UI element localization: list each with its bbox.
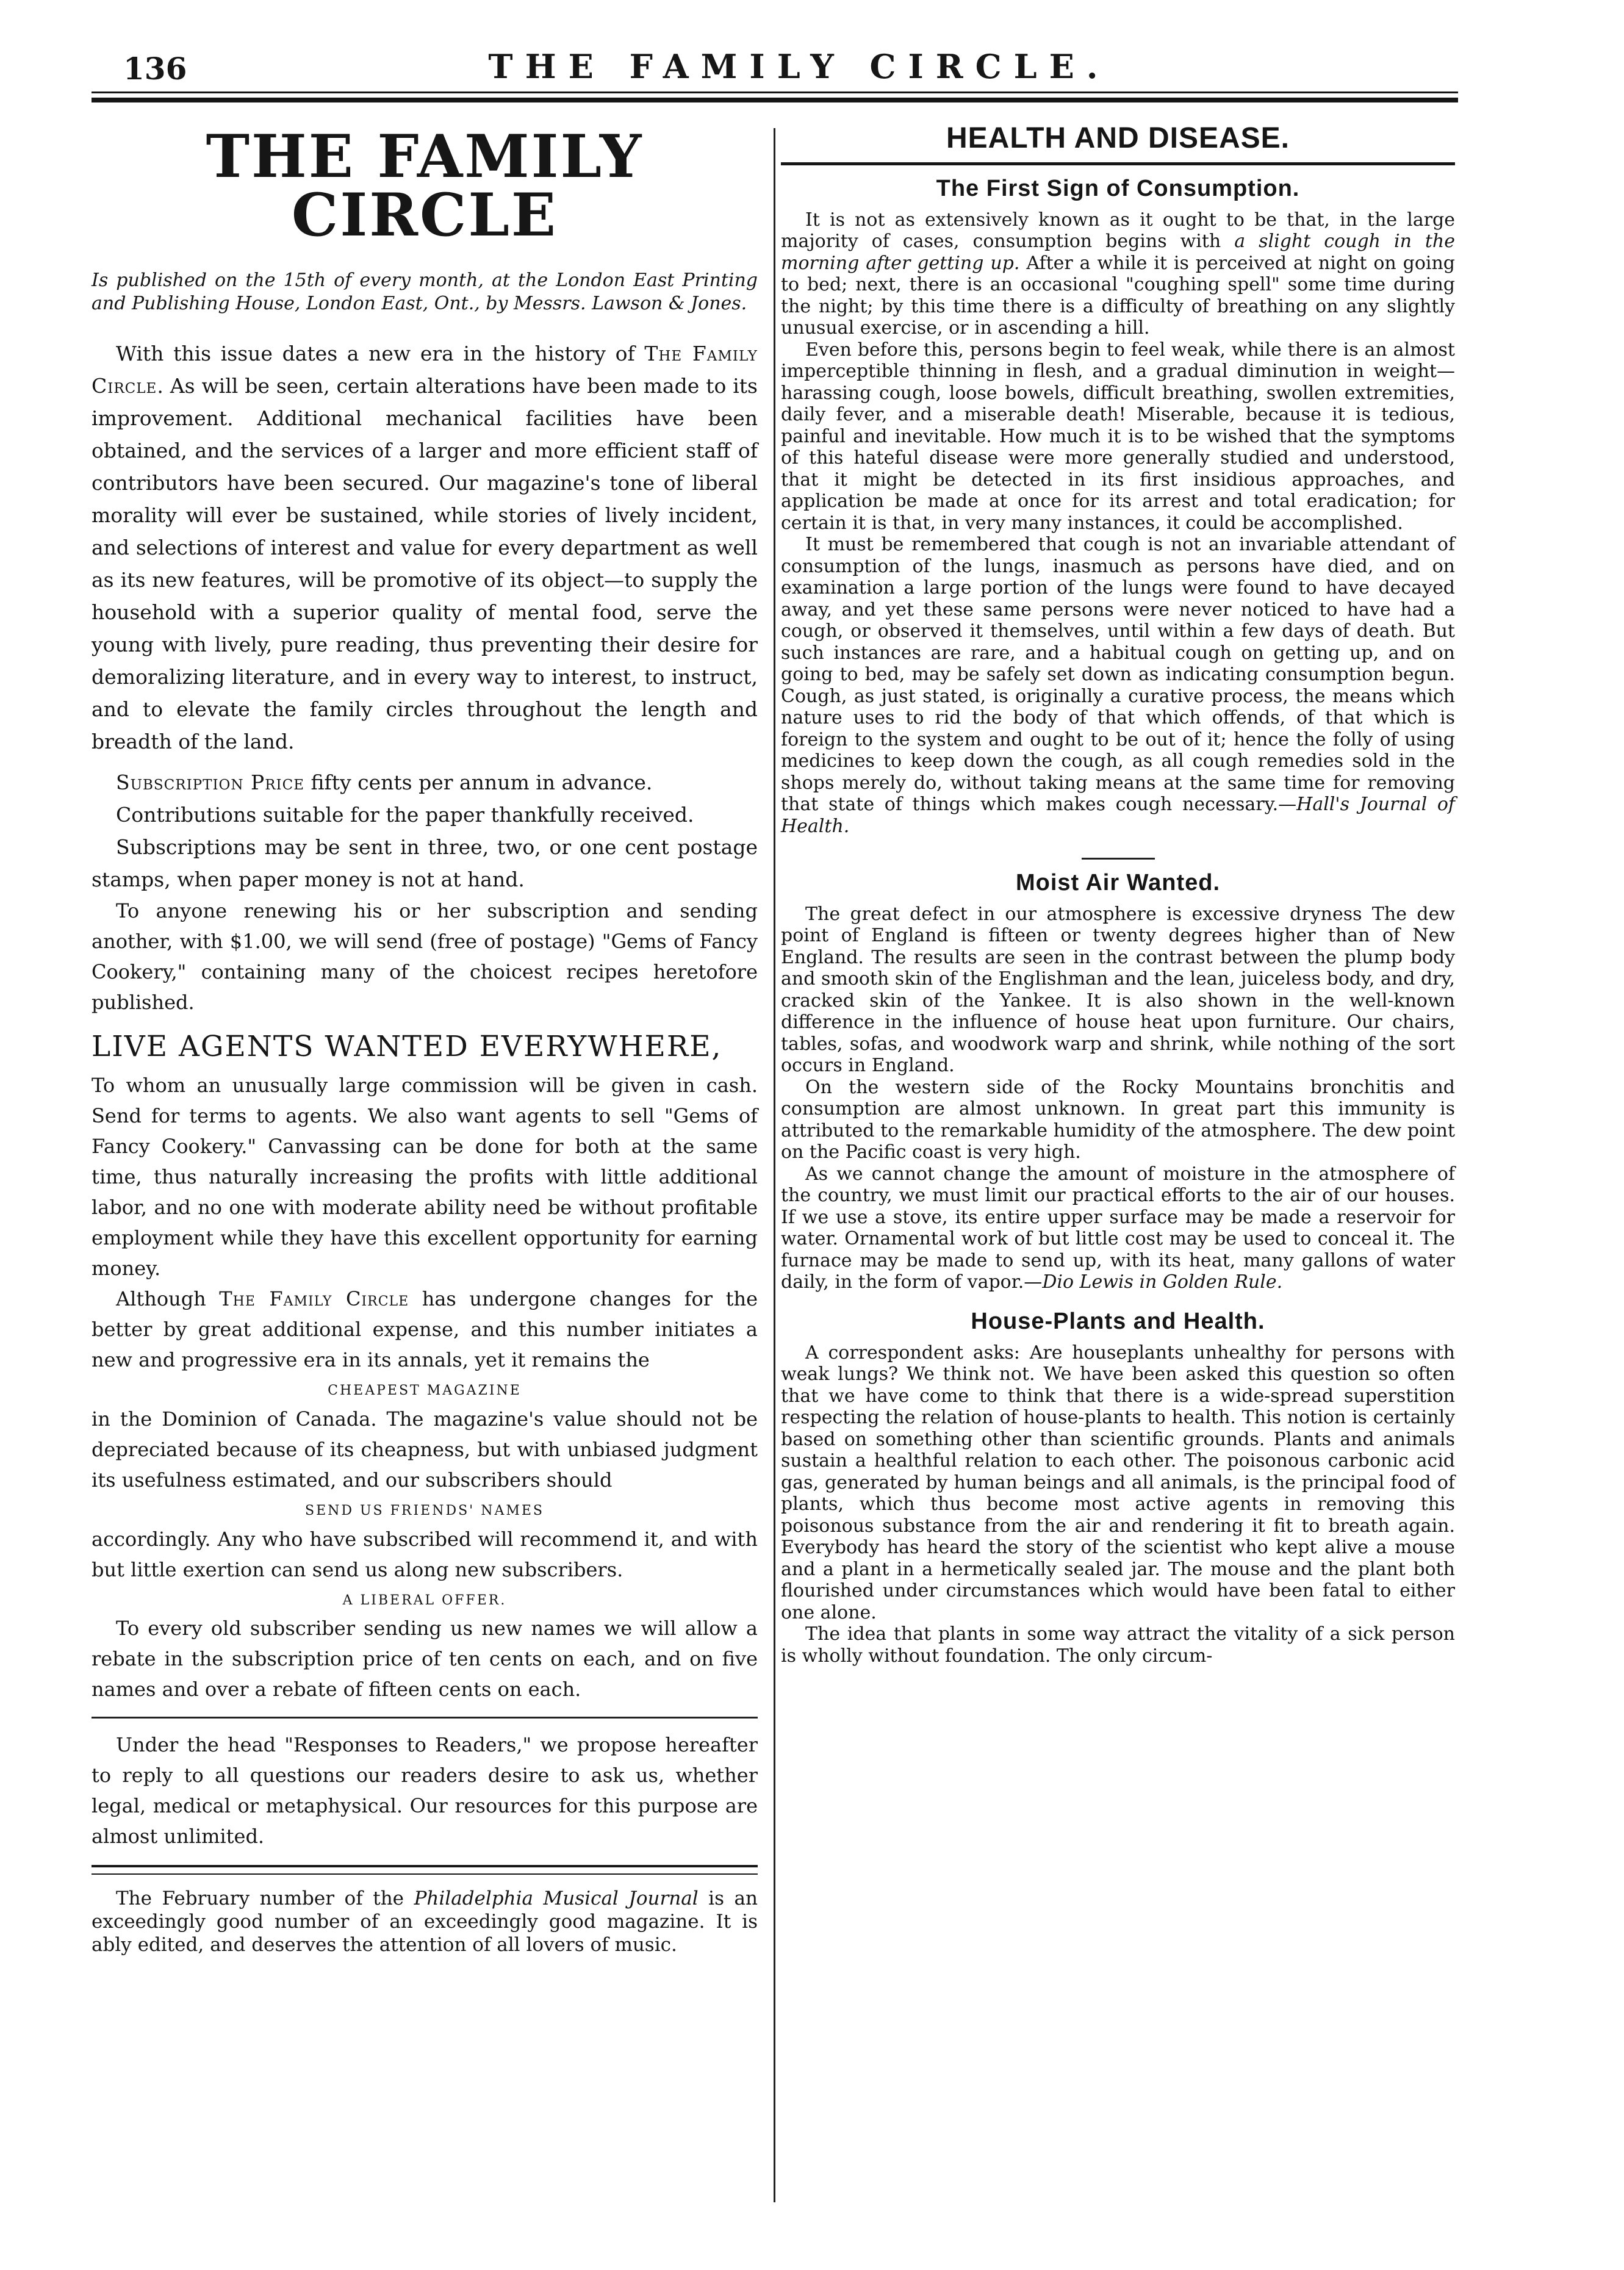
consumption-paragraph-2: Even before this, persons begin to feel weak, while there is an almost imperceptible thinning in flesh, and a gradual diminution in weight—harassing cough, loose bowels, difficult breathing, swollen extremities, daily fever, and a miserable death! Miserable, because it is tedious, painful and inevitable. How much it is to be wished that the symptoms of this hateful disease were more generally studied and understood, that it might be detected in its first insidious approaches, and application be made at once for its arrest and total eradication; for certain it is that, in very many instances, it could be accomplished. — [781, 339, 1455, 534]
running-title: THE FAMILY CIRCLE. — [488, 47, 1110, 86]
section-heading-rule — [781, 162, 1455, 165]
dominion-text: in the Dominion of Canada. The magazine's value should not be depreciated because of its cheapness, but with unbiased judgment its usefulness estimated, and our subscribers should — [92, 1407, 758, 1492]
cheapest-magazine-label: CHEAPEST MAGAZINE — [328, 1383, 522, 1399]
intro-paragraph: With this issue dates a new era in the history of The Family Circle. As will be seen, certain alterations have been made to its improvement. Additional mechanical facilities have been obtained, and the services of a larger and more efficient staff of contributors have been secured. Our magazine's tone of liberal morality will ever be sustained, while stories of lively incident, and selections of interest and value for every department as well as its new features, will be promotive of its object—to supply the household with a superior quality of mental food, serve the young with lively, pure reading, thus preventing their desire for demoralizing literature, and in every way to interest, to instruct, and to elevate the family circles throughout the length and breadth of the land. — [92, 342, 758, 753]
moist-air-paragraph-2: On the western side of the Rocky Mountains bronchitis and consumption are almost unknown. In great part this immunity is attributed to the remarkable humidity of the atmosphere. The dew point on the Pacific coast is very high. — [781, 1076, 1455, 1163]
article-title-house-plants: House-Plants and Health. — [971, 1308, 1265, 1334]
moist-air-paragraph-1: The great defect in our atmosphere is excessive dryness The dew point of England is fifteen or twenty degrees higher than of New England. The results are seen in the contrast between the plump body and smooth skin of the Englishman and the lean, juiceless body, and dry, cracked skin of the Yankee. It is also shown in the well-known difference in the influence of house heat upon furniture. Our chairs, tables, sofas, and woodwork warp and shrink, while nothing of the sort occurs in England. — [781, 903, 1455, 1077]
stamps-note: Subscriptions may be sent in three, two, or one cent postage stamps, when paper money is not at hand. — [92, 835, 758, 891]
page-number: 136 — [123, 51, 187, 87]
consumption-paragraph-1: It is not as extensively known as it ought to be that, in the large majority of cases, consumption begins with a slight cough in the morning after getting up. After a while it is perceived at night on going to bed; next, there is an occasional "coughing spell" some time during the night; by this time there is a difficulty of breathing on any slightly unusual exercise, or in ascending a hill. — [781, 209, 1456, 339]
send-names-label: SEND US FRIENDS' NAMES — [305, 1503, 544, 1518]
moist-air-paragraph-3: As we cannot change the amount of moisture in the atmosphere of the country, we must limit our practical efforts to the air of our houses. If we use a stove, its entire upper surface may be made a reservoir for water. Ornamental work of but little cost may be used to conceal it. The furnace may be made to send up, with its heat, many gallons of water daily, in the form of vapor.—Dio Lewis in Golden Rule. — [781, 1163, 1455, 1293]
subscription-price: Subscription Price fifty cents per annum in advance. — [116, 770, 653, 794]
article-separator — [1082, 858, 1155, 860]
divider-rule — [92, 1717, 758, 1719]
left-column — [92, 119, 758, 1956]
responses-text: Under the head "Responses to Readers," we propose hereafter to reply to all questions our readers desire to ask us, whether legal, medical or metaphysical. Our resources for this purpose are almost unlimited. — [92, 1733, 758, 1848]
house-plants-paragraph-1: A correspondent asks: Are houseplants unhealthy for persons with weak lungs? We think not. We have been asked this question so often that we have come to think that there is a wide-spread superstition respecting the relation of house-plants to health. This notion is certainly based on something other than scientific grounds. Plants and animals sustain a healthful relation to each other. The poisonous carbonic acid gas, generated by human beings and all animals, is the principal food of plants, which thus become most active agents in removing this poisonous substance from the air and rendering it fit to breath again. Everybody has heard the story of the scientist who kept alive a mouse and a plant in a hermetically sealed jar. The mouse and the plant both flourished under circumstances which would have been fatal to either one alone. — [781, 1342, 1455, 1623]
publication-info: Is published on the 15th of every month, at the London East Printing and Publishing House, London East, Ont., by Messrs. Lawson & Jones. — [92, 270, 758, 314]
section-heading: HEALTH AND DISEASE. — [946, 122, 1290, 154]
although-paragraph: Although The Family Circle has undergone changes for the better by great additional expense, and this number initiates a new and progressive era in its annals, yet it remains the — [92, 1287, 758, 1372]
rebate-text: To every old subscriber sending us new names we will allow a rebate in the subscription price of ten cents on each, and on five names and over a rebate of fifteen cents on each. — [92, 1617, 758, 1701]
contributions-note: Contributions suitable for the paper thankfully received. — [116, 803, 694, 827]
renewing-offer: To anyone renewing his or her subscription and sending another, with $1.00, we will send (free of postage) "Gems of Fancy Cookery," containing many of the choicest recipes heretofore published. — [92, 899, 758, 1014]
accordingly-text: accordingly. Any who have subscribed will recommend it, and with but little exertion can send us along new subscribers. — [92, 1527, 758, 1581]
header-rule-thick — [92, 98, 1458, 102]
double-rule — [92, 1865, 758, 1875]
liberal-offer-label: A LIBERAL OFFER. — [342, 1592, 507, 1608]
article-title-moist-air: Moist Air Wanted. — [1015, 870, 1221, 896]
agents-heading: LIVE AGENTS WANTED EVERYWHERE, — [92, 1030, 722, 1063]
house-plants-paragraph-2: The idea that plants in some way attract the vitality of a sick person is wholly without foundation. The only circum- — [781, 1623, 1455, 1667]
header-rule-thin — [92, 92, 1458, 93]
masthead: THE FAMILY CIRCLE — [206, 122, 644, 250]
column-divider — [774, 128, 775, 2202]
agents-text: To whom an unusually large commission will be given in cash. Send for terms to agents. We also want agents to sell "Gems of Fancy Cookery." Canvassing can be done for both at the same time, thus naturally increasing the profits with little additional labor, and no one with moderate ability need be without profitable employment while they have this excellent opportunity for earning money. — [92, 1074, 758, 1280]
article-title-consumption: The First Sign of Consumption. — [936, 175, 1300, 201]
right-column — [781, 119, 1455, 1667]
consumption-paragraph-3: It must be remembered that cough is not an invariable attendant of consumption of the lungs, inasmuch as persons have died, and on examination a large portion of the lungs were found to have decayed away, and yet these same persons were never noticed to have had a cough, or observed it themselves, until within a few days of death. But such instances are rare, and a habitual cough on getting up, and on going to bed, may be safely set down as indicating consumption begun. Cough, as just stated, is originally a curative process, the means which nature uses to rid the body of that which offends, of that which is foreign to the system and ought to be out of it; hence the folly of using medicines to keep down the cough, as all cough remedies sold in the shops merely do, without taking means at the same time for removing that state of things which makes cough necessary.—Hall's Journal of Health. — [781, 534, 1456, 837]
february-note: The February number of the Philadelphia Musical Journal is an exceedingly good number of an exceedingly good magazine. It is ably edited, and deserves the attention of all lovers of music. — [92, 1887, 758, 1956]
